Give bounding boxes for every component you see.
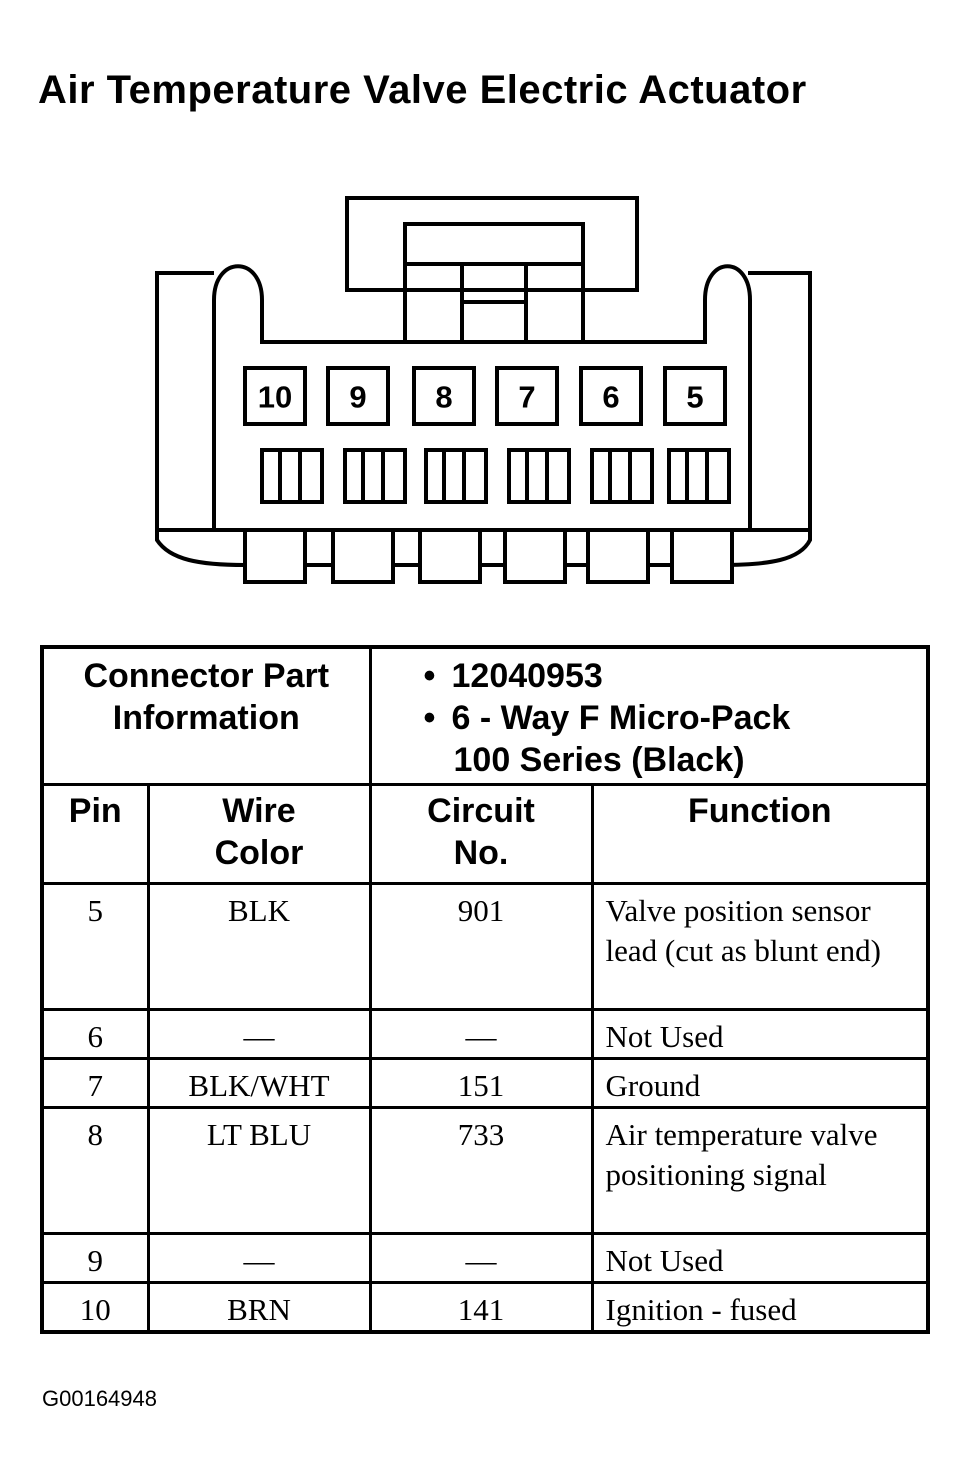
cell-function: Ignition - fused (592, 1283, 928, 1333)
cell-circuit: — (370, 1010, 592, 1059)
table-row (42, 1010, 928, 1059)
cell-circuit: 733 (370, 1108, 592, 1234)
cell-wire-color: — (148, 1010, 370, 1059)
connector-info-label: Connector Part Information (42, 647, 370, 785)
cell-wire-color: BLK (148, 884, 370, 1010)
pin-label: 10 (257, 379, 293, 415)
right-flange (748, 273, 810, 530)
pin-label: 5 (686, 379, 704, 415)
cell-circuit: 151 (370, 1059, 592, 1108)
cell-function: Air temperature valve positioning signal (592, 1108, 928, 1234)
pin-label: 9 (349, 379, 367, 415)
cell-wire-color: BRN (148, 1283, 370, 1333)
bottom-tabs (245, 530, 732, 582)
pin-label: 7 (518, 379, 536, 415)
col-header-function: Function (592, 785, 928, 884)
latch-outer-frame (347, 198, 637, 290)
cell-function: Not Used (592, 1234, 928, 1283)
cell-function: Not Used (592, 1010, 928, 1059)
figure-id: G00164948 (42, 1386, 157, 1411)
bullet-icon: • (423, 657, 436, 695)
cell-wire-color: LT BLU (148, 1108, 370, 1234)
left-flange (157, 273, 214, 530)
cell-circuit: 141 (370, 1283, 592, 1333)
page-title: Air Temperature Valve Electric Actuator (38, 68, 807, 112)
cell-circuit: — (370, 1234, 592, 1283)
part-number: 12040953 (451, 657, 603, 695)
table-row (42, 1234, 928, 1283)
cell-pin: 6 (42, 1010, 148, 1059)
connector-info-table (40, 645, 930, 1334)
table-row (42, 1283, 928, 1333)
latch-inner-frame (405, 224, 583, 342)
cell-pin: 8 (42, 1108, 148, 1234)
connector-description: 6 - Way F Micro-Pack (451, 699, 791, 737)
cell-pin: 7 (42, 1059, 148, 1108)
connector-diagram (0, 0, 965, 640)
col-header-pin: Pin (42, 785, 148, 884)
connector-info-row (42, 647, 928, 785)
cell-wire-color: BLK/WHT (148, 1059, 370, 1108)
connector-series: 100 Series (Black) (453, 741, 745, 779)
table-row (42, 1059, 928, 1108)
table-row (42, 884, 928, 1010)
table-row (42, 1108, 928, 1234)
pin-label: 8 (435, 379, 453, 415)
cell-circuit: 901 (370, 884, 592, 1010)
pin-label: 6 (602, 379, 620, 415)
cell-wire-color: — (148, 1234, 370, 1283)
cell-function: Ground (592, 1059, 928, 1108)
cell-pin: 5 (42, 884, 148, 1010)
col-header-wire-color: Wire Color (148, 785, 370, 884)
col-header-circuit: Circuit No. (370, 785, 592, 884)
column-header-row (42, 785, 928, 884)
cell-pin: 10 (42, 1283, 148, 1333)
cell-function: Valve position sensor lead (cut as blunt end) (592, 884, 928, 1010)
connector-info-values (370, 647, 928, 785)
cell-pin: 9 (42, 1234, 148, 1283)
terminal-slots (262, 450, 729, 502)
bullet-icon: • (423, 699, 436, 737)
